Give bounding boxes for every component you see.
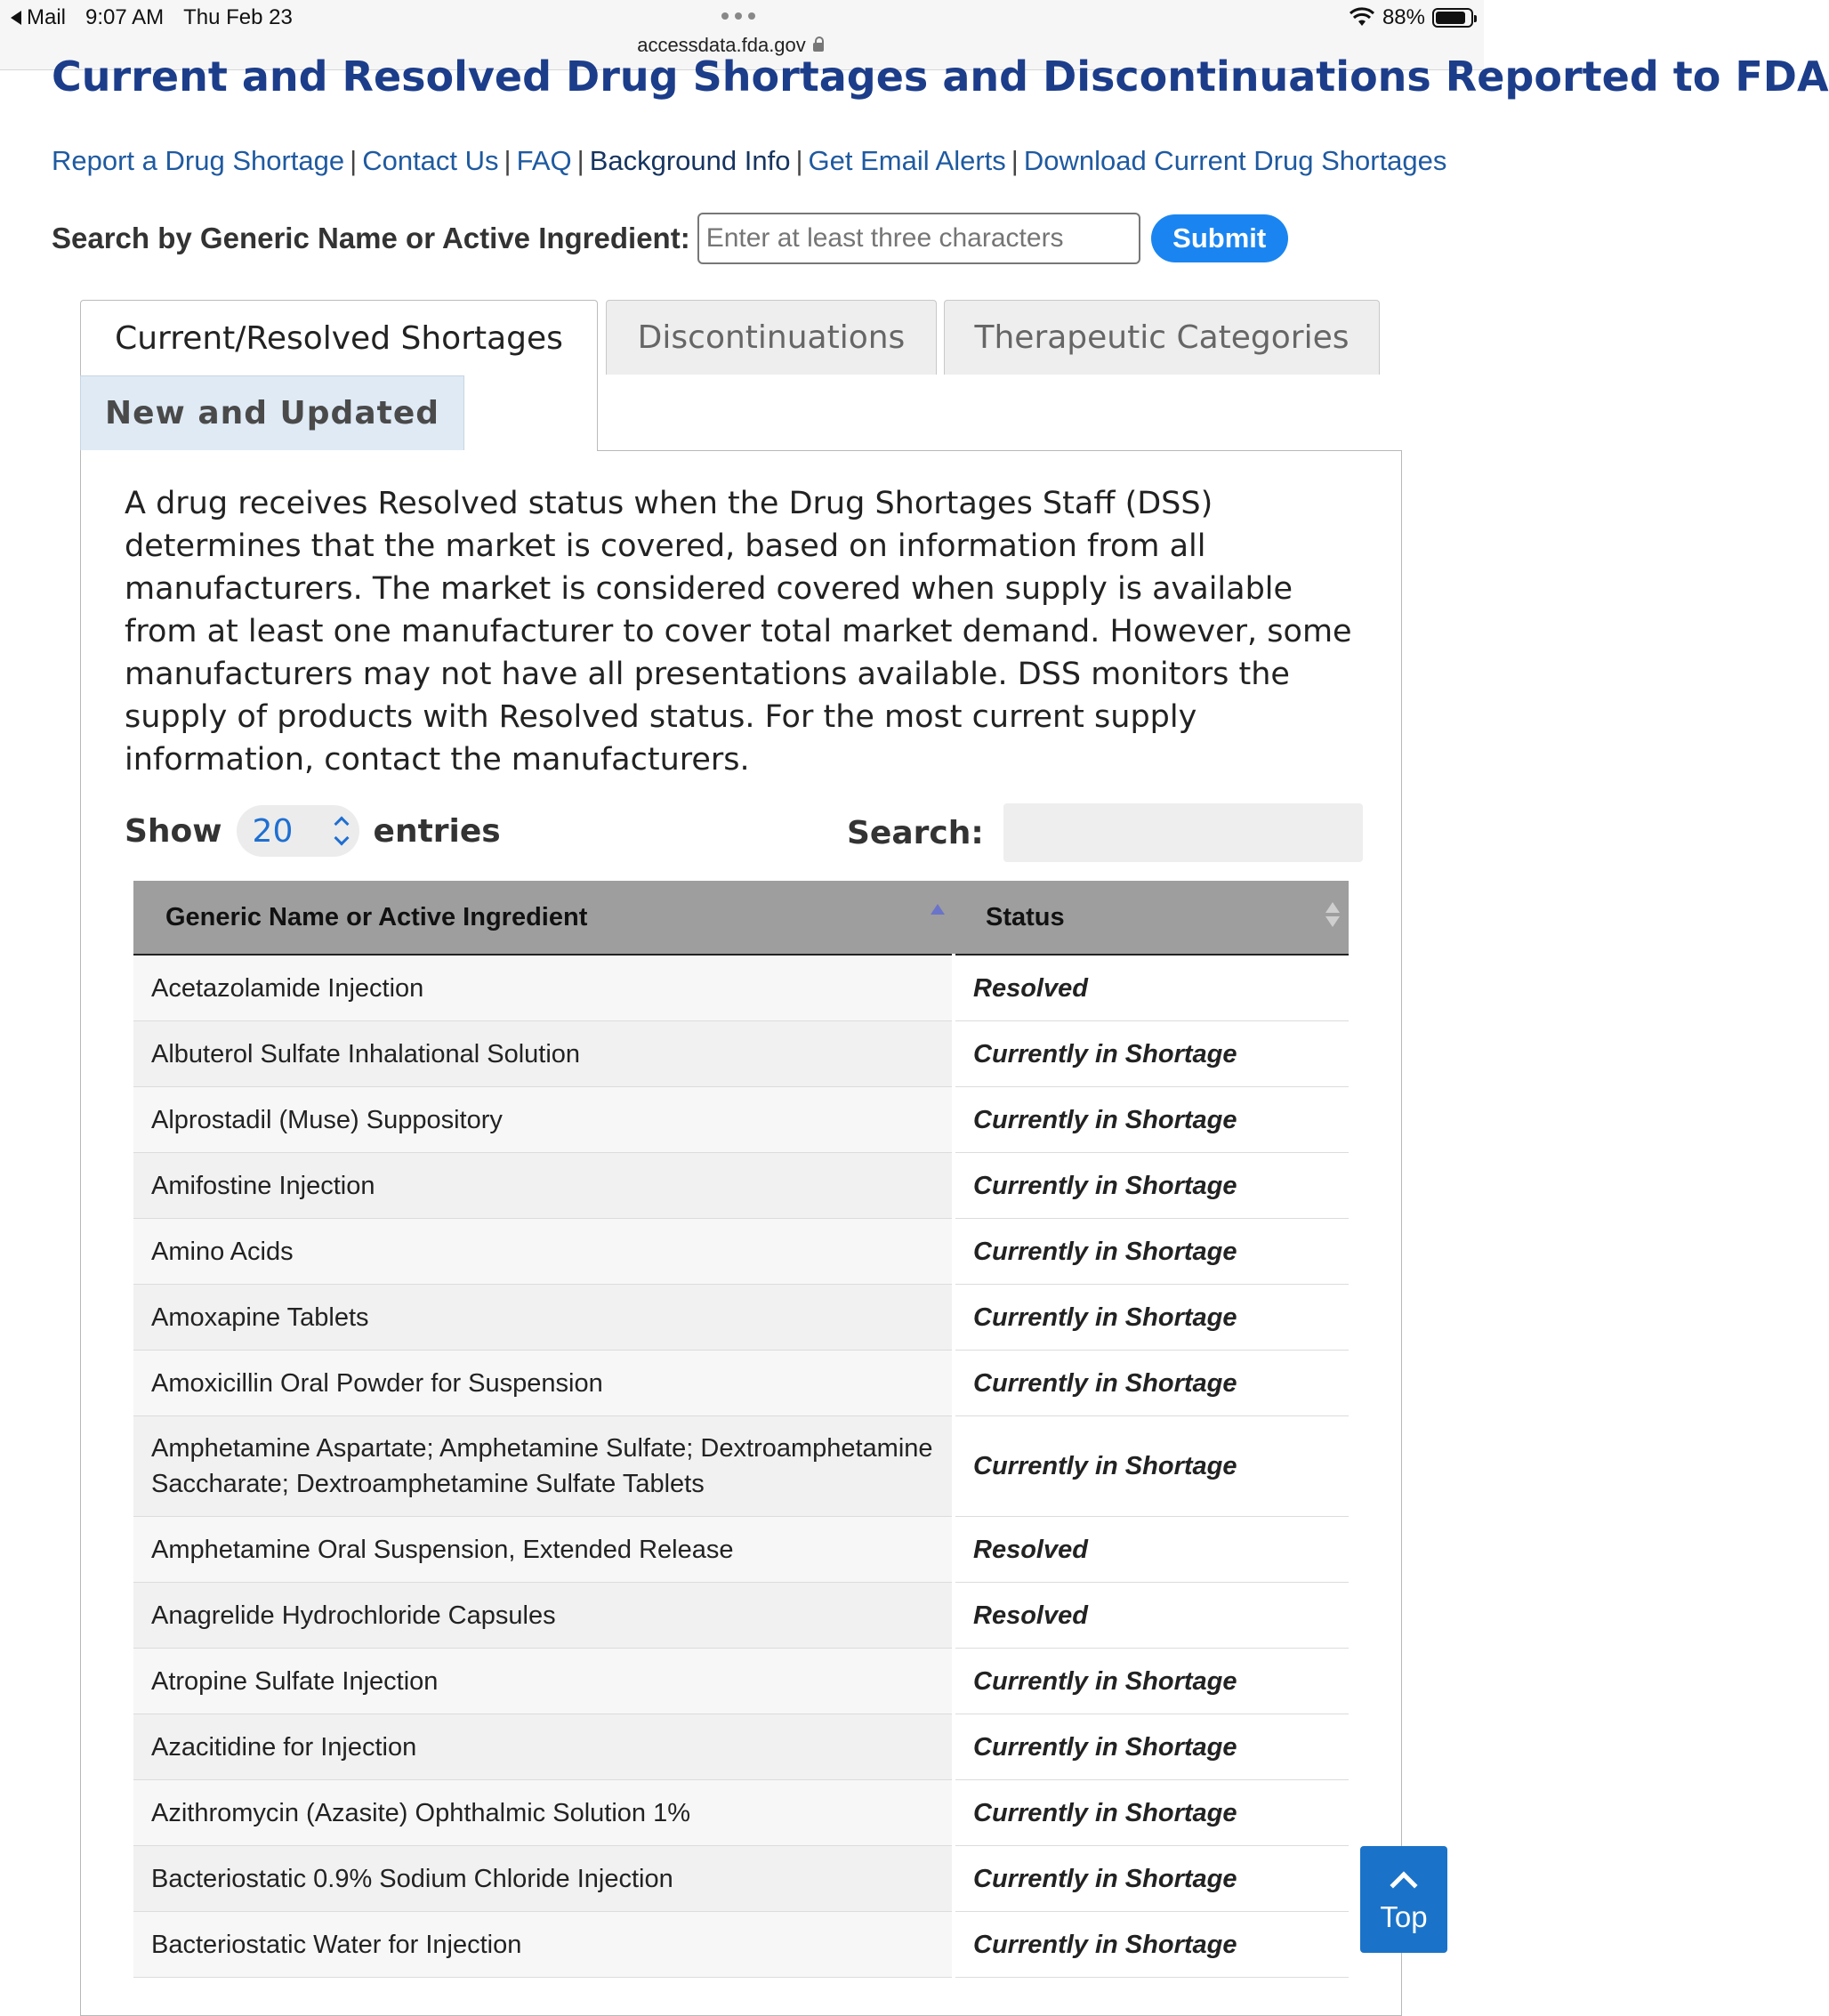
resolved-status-description: A drug receives Resolved status when the Drug Shortages Staff (DSS) determines that the market is covered, based on information from all manufacturers. The market is considered covered when supply is available from at least one manufacturer to cover total market demand. However, some manufacturers may not have all presentations available. DSS monitors the supply of products with Resolved status. For the most current supply information, contact the manufacturers. bbox=[125, 486, 1352, 778]
drug-name-link[interactable]: Amino Acids bbox=[133, 1219, 954, 1285]
show-entries-control bbox=[125, 804, 501, 858]
drug-name-link[interactable]: Azacitidine for Injection bbox=[133, 1714, 954, 1780]
drug-status: Currently in Shortage bbox=[954, 1416, 1349, 1517]
drug-name-link[interactable]: Amifostine Injection bbox=[133, 1153, 954, 1219]
drug-status: Currently in Shortage bbox=[954, 1780, 1349, 1846]
drug-status: Currently in Shortage bbox=[954, 1351, 1349, 1416]
nav-separator: | bbox=[795, 145, 803, 176]
drug-status: Resolved bbox=[954, 1517, 1349, 1583]
drug-name-link[interactable]: Amoxapine Tablets bbox=[133, 1285, 954, 1351]
drug-shortage-table bbox=[133, 881, 1349, 1978]
drug-name-link[interactable]: Amphetamine Oral Suspension, Extended Release bbox=[133, 1517, 954, 1583]
battery-icon bbox=[1432, 8, 1473, 28]
top-label: Top bbox=[1380, 1900, 1428, 1933]
url-text: accessdata.fda.gov bbox=[637, 34, 806, 56]
drug-name-link[interactable]: Bacteriostatic Water for Injection bbox=[133, 1912, 954, 1978]
more-dots-icon[interactable] bbox=[721, 12, 755, 20]
drug-status: Currently in Shortage bbox=[954, 1285, 1349, 1351]
column-status[interactable] bbox=[954, 881, 1349, 955]
table-row bbox=[133, 1285, 1349, 1351]
table-row bbox=[133, 1846, 1349, 1912]
table-row bbox=[133, 1649, 1349, 1714]
column-generic-name-label: Generic Name or Active Ingredient bbox=[165, 902, 588, 931]
chevron-up-icon bbox=[1390, 1871, 1417, 1899]
status-left bbox=[11, 5, 293, 30]
tab-new-and-updated[interactable]: New and Updated bbox=[80, 375, 464, 450]
drug-name-link[interactable]: Azithromycin (Azasite) Ophthalmic Solution 1% bbox=[133, 1780, 954, 1846]
drug-status: Currently in Shortage bbox=[954, 1087, 1349, 1153]
faq-link[interactable]: FAQ bbox=[516, 145, 572, 176]
email-alerts-link[interactable]: Get Email Alerts bbox=[808, 145, 1006, 176]
date: Thu Feb 23 bbox=[183, 5, 293, 29]
table-search-label: Search: bbox=[847, 814, 984, 851]
column-generic-name[interactable] bbox=[133, 881, 954, 955]
drug-status: Currently in Shortage bbox=[954, 1153, 1349, 1219]
table-row bbox=[133, 1351, 1349, 1416]
back-to-mail-button[interactable] bbox=[11, 5, 66, 30]
drug-status: Resolved bbox=[954, 1583, 1349, 1649]
table-row bbox=[133, 1583, 1349, 1649]
report-shortage-link[interactable]: Report a Drug Shortage bbox=[52, 145, 345, 176]
nav-separator: | bbox=[504, 145, 512, 176]
entries-label: entries bbox=[373, 812, 501, 850]
back-to-top-button[interactable] bbox=[1360, 1846, 1447, 1953]
back-arrow-icon bbox=[11, 11, 21, 25]
download-shortages-link[interactable]: Download Current Drug Shortages bbox=[1023, 145, 1447, 176]
drug-status: Currently in Shortage bbox=[954, 1714, 1349, 1780]
table-row bbox=[133, 1087, 1349, 1153]
drug-name-link[interactable]: Bacteriostatic 0.9% Sodium Chloride Injection bbox=[133, 1846, 954, 1912]
drug-status: Currently in Shortage bbox=[954, 1649, 1349, 1714]
drug-name-link[interactable]: Atropine Sulfate Injection bbox=[133, 1649, 954, 1714]
table-search-input[interactable] bbox=[1003, 803, 1363, 862]
table-row bbox=[133, 1714, 1349, 1780]
drug-name-link[interactable]: Amphetamine Aspartate; Amphetamine Sulfate; Dextroamphetamine Saccharate; Dextroamphetamine Sulfate Tablets bbox=[133, 1416, 954, 1517]
nav-separator: | bbox=[350, 145, 358, 176]
search-label: Search by Generic Name or Active Ingredient: bbox=[52, 222, 690, 254]
table-row bbox=[133, 1780, 1349, 1846]
drug-status: Currently in Shortage bbox=[954, 1021, 1349, 1087]
generic-name-search-input[interactable] bbox=[697, 213, 1140, 264]
table-header-row bbox=[133, 881, 1349, 955]
entries-per-page-select[interactable] bbox=[237, 805, 359, 857]
nav-links bbox=[52, 145, 1446, 177]
tab-therapeutic-categories[interactable]: Therapeutic Categories bbox=[944, 300, 1380, 375]
drug-name-link[interactable]: Anagrelide Hydrochloride Capsules bbox=[133, 1583, 954, 1649]
entries-value: 20 bbox=[252, 812, 294, 850]
column-status-label: Status bbox=[986, 902, 1065, 931]
clock: 9:07 AM bbox=[85, 5, 165, 29]
search-row bbox=[52, 212, 1288, 265]
sort-ascending-icon bbox=[931, 904, 945, 915]
drug-status: Resolved bbox=[954, 955, 1349, 1021]
table-row bbox=[133, 1912, 1349, 1978]
page-title: Current and Resolved Drug Shortages and Discontinuations Reported to FDA bbox=[52, 52, 1829, 101]
sort-both-icon bbox=[1325, 902, 1340, 927]
table-row bbox=[133, 955, 1349, 1021]
lock-icon bbox=[813, 43, 824, 52]
show-label: Show bbox=[125, 812, 222, 850]
back-app-label: Mail bbox=[27, 5, 67, 29]
table-search-area bbox=[847, 804, 1363, 861]
drug-name-link[interactable]: Albuterol Sulfate Inhalational Solution bbox=[133, 1021, 954, 1087]
drug-status: Currently in Shortage bbox=[954, 1846, 1349, 1912]
submit-button[interactable]: Submit bbox=[1151, 214, 1288, 262]
wifi-icon bbox=[1349, 8, 1375, 28]
drug-name-link[interactable]: Acetazolamide Injection bbox=[133, 955, 954, 1021]
drug-name-link[interactable]: Amoxicillin Oral Powder for Suspension bbox=[133, 1351, 954, 1416]
drug-status: Currently in Shortage bbox=[954, 1219, 1349, 1285]
table-row bbox=[133, 1021, 1349, 1087]
nav-separator: | bbox=[1011, 145, 1019, 176]
tab-discontinuations[interactable]: Discontinuations bbox=[606, 300, 937, 375]
battery-percent: 88% bbox=[1382, 5, 1425, 29]
drug-status: Currently in Shortage bbox=[954, 1912, 1349, 1978]
table-row bbox=[133, 1517, 1349, 1583]
select-chevrons-icon bbox=[336, 818, 347, 843]
table-row bbox=[133, 1153, 1349, 1219]
background-info-link[interactable]: Background Info bbox=[589, 145, 791, 176]
drug-name-link[interactable]: Alprostadil (Muse) Suppository bbox=[133, 1087, 954, 1153]
table-row bbox=[133, 1416, 1349, 1517]
status-right bbox=[1349, 5, 1473, 30]
table-row bbox=[133, 1219, 1349, 1285]
contact-us-link[interactable]: Contact Us bbox=[362, 145, 499, 176]
nav-separator: | bbox=[576, 145, 584, 176]
tab-current-resolved[interactable]: Current/Resolved Shortages bbox=[80, 300, 598, 451]
